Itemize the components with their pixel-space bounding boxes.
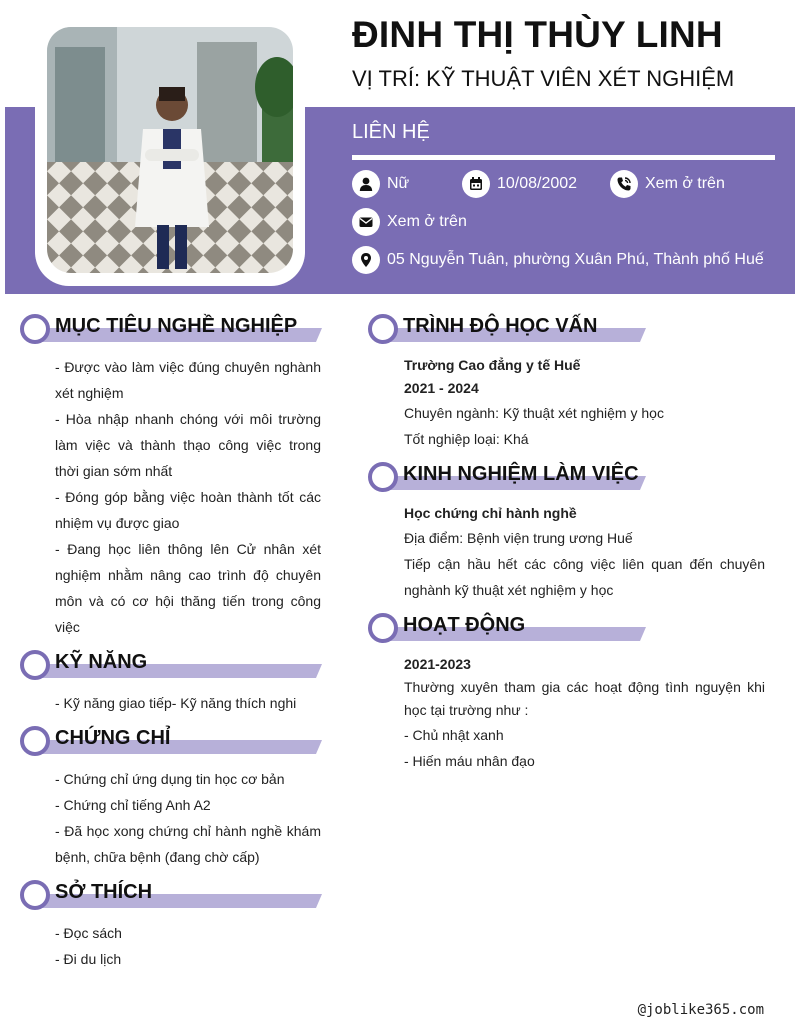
job-position: VỊ TRÍ: KỸ THUẬT VIÊN XÉT NGHIỆM [352,66,735,91]
skills-heading [20,650,322,682]
hobbies-title: SỞ THÍCH [55,881,153,903]
user-icon [352,170,380,198]
certificates-list [55,766,321,870]
candidate-name: ĐINH THỊ THÙY LINH [352,14,723,55]
hobbies-heading [20,880,322,912]
list-item: - Chứng chỉ ứng dụng tin học cơ bản [55,771,285,787]
school-name: Trường Cao đẳng y tế Huế [404,357,581,373]
activities-description: Thường xuyên tham gia các hoạt động tình nguyện khi học tại trường như : [404,679,765,718]
list-item: - Hòa nhập nhanh chóng với môi trường làm việc và thành thạo công việc trong thời gian sớm nhất [55,411,321,479]
education-period: 2021 - 2024 [404,380,479,396]
experience-role: Học chứng chỉ hành nghề [404,505,577,521]
email-value: Xem ở trên [387,213,467,230]
education-title: TRÌNH ĐỘ HỌC VẤN [403,315,598,337]
watermark: @joblike365.com [637,1002,764,1018]
education-grade: Tốt nghiệp loại: Khá [404,431,529,447]
contact-address [352,246,764,274]
list-item: - Chứng chỉ tiếng Anh A2 [55,797,211,813]
contact-birthday [462,170,577,198]
heading-ring-icon [20,650,50,680]
contact-gender [352,170,409,198]
list-item: - Đóng góp bằng việc hoàn thành tốt các nhiệm vụ được giao [55,489,321,531]
hobbies-list [55,920,321,972]
calendar-icon [462,170,490,198]
experience-heading [368,462,648,494]
location-pin-icon [352,246,380,274]
activities-period: 2021-2023 [404,656,471,672]
contact-title: LIÊN HỆ [352,121,430,143]
profile-photo [47,27,293,273]
education-heading [368,314,648,346]
heading-ring-icon [20,726,50,756]
objective-heading [20,314,322,346]
list-item: - Chủ nhật xanh [404,727,504,743]
list-item: - Đã học xong chứng chỉ hành nghề khám bệnh, chữa bệnh (đang chờ cấp) [55,823,321,865]
heading-ring-icon [20,314,50,344]
activities-content [404,653,765,774]
list-item: - Đi du lịch [55,951,122,967]
contact-divider [352,155,775,160]
objective-title: MỤC TIÊU NGHỀ NGHIỆP [55,315,298,337]
experience-location: Địa điểm: Bệnh viện trung ương Huế [404,530,633,546]
education-major: Chuyên ngành: Kỹ thuật xét nghiệm y học [404,405,664,421]
skills-title: KỸ NĂNG [55,651,148,673]
birthday-value: 10/08/2002 [497,175,578,192]
activities-title: HOẠT ĐỘNG [403,614,526,636]
list-item: - Đang học liên thông lên Cử nhân xét nghiệm nhằm nâng cao trình độ chuyên môn và có cơ hội thăng tiến trong công việc [55,541,321,635]
heading-ring-icon [368,613,398,643]
experience-content [404,502,765,603]
email-icon [352,208,380,236]
certificates-heading [20,726,322,758]
phone-icon [610,170,638,198]
heading-ring-icon [20,880,50,910]
experience-title: KINH NGHIỆM LÀM VIỆC [403,463,639,485]
contact-phone [610,170,725,198]
experience-description: Tiếp cận hầu hết các công việc liên quan đến chuyên nghành kỹ thuật xét nghiệm y học [404,556,765,598]
contact-email [352,208,467,236]
activities-heading [368,613,648,645]
list-item: - Được vào làm việc đúng chuyên nghành xét nghiệm [55,359,321,401]
heading-ring-icon [368,462,398,492]
gender-value: Nữ [387,175,410,192]
education-content [404,354,765,452]
list-item: - Hiến máu nhân đạo [404,753,535,769]
address-value: 05 Nguyễn Tuân, phường Xuân Phú, Thành phố Huế [387,251,764,268]
objective-list [55,354,321,640]
certificates-title: CHỨNG CHỈ [55,727,171,749]
skills-list [55,690,321,716]
heading-ring-icon [368,314,398,344]
list-item: - Đọc sách [55,925,122,941]
list-item: - Kỹ năng giao tiếp- Kỹ năng thích nghi [55,695,297,711]
phone-value: Xem ở trên [645,175,725,192]
